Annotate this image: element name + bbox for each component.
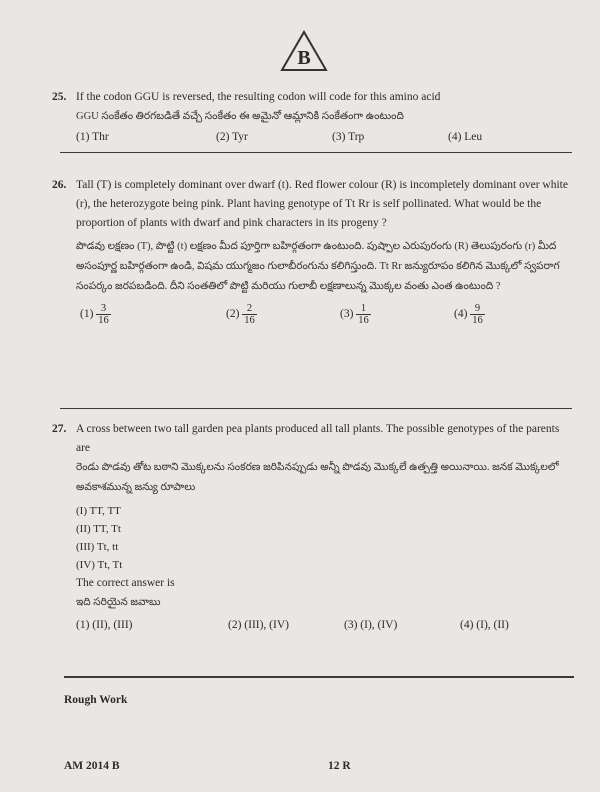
- numerator: 1: [356, 303, 371, 315]
- option-4[interactable]: [454, 303, 485, 326]
- fraction: [242, 303, 257, 326]
- option-1[interactable]: (1) Thr: [76, 131, 109, 143]
- question-text-english: Tall (T) is completely dominant over dwarf (t). Red flower colour (R) is incompletely dominant over white (r), the heterozygote being pink. Plant having genotype of Tt Rr is self pollinated. What would be the proportion of plants with dwarf and pink characters in its progeny ?: [76, 179, 568, 229]
- answer-options: [76, 303, 572, 333]
- denominator: 16: [358, 315, 369, 326]
- question-text-english: If the codon GGU is reversed, the resulting codon will code for this amino acid: [76, 91, 441, 103]
- numerator: 2: [242, 303, 257, 315]
- divider: [60, 408, 572, 409]
- fraction: [470, 303, 485, 326]
- question-number: 26.: [52, 179, 67, 191]
- option-label: (3): [340, 308, 354, 321]
- option-2[interactable]: (2) (III), (IV): [228, 619, 289, 631]
- option-1[interactable]: [80, 303, 111, 326]
- denominator: 16: [244, 315, 255, 326]
- denominator: 16: [472, 315, 483, 326]
- question-text-telugu: రెండు పొడవు తోట బఠాని మొక్కలను సంకరణ జరిపినప్పుడు అన్నీ పొడవు మొక్కలే ఉత్పత్తి అయినాయి. జనక మొక్కలలో అవకాశమున్న జన్యు రూపాలు: [76, 462, 559, 493]
- question-text-telugu: GGU సంకేతం తిరగబడితే వచ్చే సంకేతం ఈ అమైనో ఆమ్లానికి సంకేతంగా ఉంటుంది: [76, 111, 404, 122]
- option-label: (1): [80, 308, 94, 321]
- rough-work-label: Rough Work: [64, 694, 128, 706]
- answer-options: [76, 128, 572, 148]
- option-label: (2): [226, 308, 240, 321]
- fraction: [356, 303, 371, 326]
- question-27: [52, 420, 572, 636]
- numerator: 9: [470, 303, 485, 315]
- option-label: (4): [454, 308, 468, 321]
- option-2[interactable]: [226, 303, 257, 326]
- correct-answer-telugu: ఇది సరియైన జవాబు: [76, 597, 161, 608]
- question-25: [52, 88, 572, 148]
- option-2[interactable]: (2) Tyr: [216, 131, 248, 143]
- page-number: 12 R: [328, 760, 351, 772]
- option-3[interactable]: (3) (I), (IV): [344, 619, 398, 631]
- option-4[interactable]: (4) Leu: [448, 131, 483, 143]
- statement-3: (III) Tt, tt: [76, 541, 119, 553]
- denominator: 16: [98, 315, 109, 326]
- option-3[interactable]: [340, 303, 371, 326]
- statement-2: (II) TT, Tt: [76, 523, 121, 535]
- question-number: 27.: [52, 423, 67, 435]
- statement-4: (IV) Tt, Tt: [76, 559, 123, 571]
- option-1[interactable]: (1) (II), (III): [76, 619, 133, 631]
- statement-1: (I) TT, TT: [76, 505, 121, 517]
- divider: [60, 152, 572, 153]
- booklet-code: AM 2014 B: [64, 760, 120, 772]
- question-26: [52, 176, 572, 333]
- numerator: 3: [96, 303, 111, 315]
- question-text-english: A cross between two tall garden pea plants produced all tall plants. The possible genotypes of the parents are: [76, 423, 560, 454]
- set-badge: [280, 30, 328, 72]
- correct-answer-english: The correct answer is: [76, 577, 175, 589]
- question-number: 25.: [52, 91, 67, 103]
- answer-options: [76, 616, 572, 636]
- option-3[interactable]: (3) Trp: [332, 131, 365, 143]
- fraction: [96, 303, 111, 326]
- question-text-telugu: పొడవు లక్షణం (T), పొట్టి (t) లక్షణం మీద పూర్తిగా బహిర్గతంగా ఉంటుంది. పుష్పాల ఎరుపురంగు (R) తెలుపురంగు (r) మీద అసంపూర్ణ బహిర్గతంగా ఉండి, విషమ యుగ్మజం గులాబీరంగును కలిగిస్తుంది. Tt Rr జన్యురూపం కలిగిన మొక్కలో స్వపరాగ సంపర్కం జరపబడింది. దీని సంతతిలో పొట్టి మరియు గులాబీ లక్షణాలున్న మొక్కల వంతు ఎంత ఉంటుంది ?: [76, 241, 560, 292]
- set-letter: B: [297, 47, 311, 69]
- divider: [64, 676, 574, 678]
- option-4[interactable]: (4) (I), (II): [460, 619, 509, 631]
